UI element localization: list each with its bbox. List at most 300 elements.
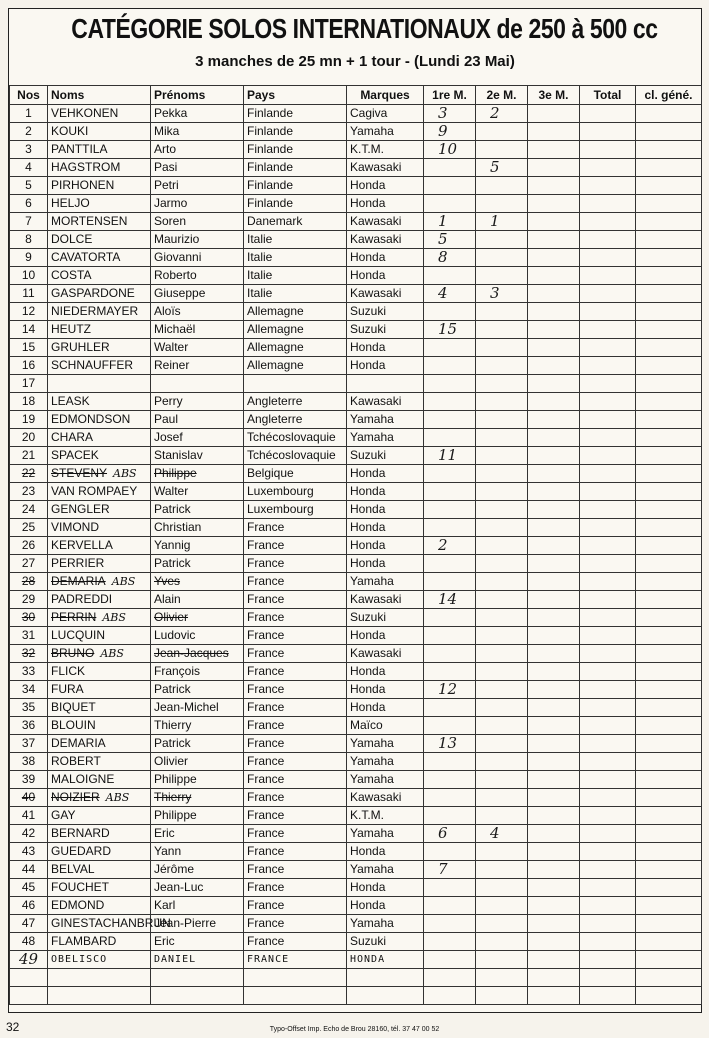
page-subtitle: 3 manches de 25 mn + 1 tour - (Lundi 23 Mai) [195, 53, 515, 70]
row-pays: France [244, 627, 347, 645]
row-prenom: DANIEL [151, 951, 244, 969]
table-row [10, 231, 702, 249]
col-header-manche3: 3e M. [528, 86, 580, 105]
row-total [580, 645, 636, 663]
row-nom: NIEDERMAYER [48, 303, 151, 321]
row-marque: Cagiva [347, 105, 424, 123]
table-body [10, 105, 702, 1005]
row-manche2 [476, 771, 528, 789]
row-marque: Yamaha [347, 123, 424, 141]
row-classement [636, 753, 702, 771]
row-marque: Kawasaki [347, 213, 424, 231]
row-marque: Honda [347, 897, 424, 915]
row-manche3 [528, 429, 580, 447]
row-manche3 [528, 789, 580, 807]
table-row [10, 537, 702, 555]
row-total [580, 771, 636, 789]
col-header-total: Total [580, 86, 636, 105]
table-row [10, 645, 702, 663]
row-marque: Honda [347, 339, 424, 357]
row-number: 8 [10, 231, 48, 249]
row-prenom: Yannig [151, 537, 244, 555]
row-prenom: Eric [151, 825, 244, 843]
row-prenom: Patrick [151, 555, 244, 573]
row-prenom: Walter [151, 483, 244, 501]
row-manche2 [476, 321, 528, 339]
row-manche1 [424, 717, 476, 735]
row-manche3 [528, 933, 580, 951]
table-row [10, 807, 702, 825]
row-prenom [151, 969, 244, 987]
row-pays: Luxembourg [244, 483, 347, 501]
row-pays: Tchécoslovaquie [244, 429, 347, 447]
table-row [10, 591, 702, 609]
row-total [580, 591, 636, 609]
table-row [10, 465, 702, 483]
row-number: 36 [10, 717, 48, 735]
table-row [10, 393, 702, 411]
row-manche3 [528, 591, 580, 609]
row-marque: Honda [347, 465, 424, 483]
absent-mark: ABS [105, 791, 130, 804]
row-manche3 [528, 825, 580, 843]
row-manche2 [476, 447, 528, 465]
row-classement [636, 807, 702, 825]
row-number: 16 [10, 357, 48, 375]
table-row [10, 825, 702, 843]
row-manche3 [528, 699, 580, 717]
row-classement [636, 861, 702, 879]
row-total [580, 249, 636, 267]
row-marque: Honda [347, 879, 424, 897]
row-pays: Italie [244, 231, 347, 249]
row-marque: Kawasaki [347, 591, 424, 609]
row-prenom: Patrick [151, 501, 244, 519]
row-marque: K.T.M. [347, 141, 424, 159]
row-manche1: 13 [424, 735, 476, 753]
row-classement [636, 231, 702, 249]
row-total [580, 879, 636, 897]
row-manche1 [424, 339, 476, 357]
row-pays: Tchécoslovaquie [244, 447, 347, 465]
row-pays: Allemagne [244, 357, 347, 375]
row-pays: Italie [244, 249, 347, 267]
row-manche3 [528, 753, 580, 771]
row-manche3 [528, 465, 580, 483]
row-pays: Danemark [244, 213, 347, 231]
row-classement [636, 573, 702, 591]
row-total [580, 267, 636, 285]
row-number: 32 [10, 645, 48, 663]
row-manche2 [476, 735, 528, 753]
row-manche1: 12 [424, 681, 476, 699]
row-marque: Maïco [347, 717, 424, 735]
row-manche1 [424, 429, 476, 447]
row-manche3 [528, 555, 580, 573]
row-total [580, 141, 636, 159]
row-manche3 [528, 447, 580, 465]
table-row [10, 105, 702, 123]
row-number [10, 987, 48, 1005]
row-pays: France [244, 519, 347, 537]
row-manche3 [528, 537, 580, 555]
row-number: 26 [10, 537, 48, 555]
row-total [580, 501, 636, 519]
row-prenom: Eric [151, 933, 244, 951]
row-prenom: Jarmo [151, 195, 244, 213]
row-prenom: Ludovic [151, 627, 244, 645]
row-prenom: Philippe [151, 771, 244, 789]
row-manche3 [528, 285, 580, 303]
row-total [580, 825, 636, 843]
row-pays: FRANCE [244, 951, 347, 969]
row-marque: Suzuki [347, 303, 424, 321]
row-prenom: Reiner [151, 357, 244, 375]
row-manche1: 1 [424, 213, 476, 231]
row-total [580, 843, 636, 861]
row-marque: Kawasaki [347, 231, 424, 249]
row-manche1 [424, 915, 476, 933]
row-nom: VIMOND [48, 519, 151, 537]
row-total [580, 537, 636, 555]
col-header-nom: Noms [48, 86, 151, 105]
row-manche3 [528, 483, 580, 501]
row-nom: KERVELLA [48, 537, 151, 555]
row-nom: PANTTILA [48, 141, 151, 159]
row-manche3 [528, 717, 580, 735]
row-marque: Honda [347, 681, 424, 699]
table-header-row [10, 86, 702, 105]
row-manche2 [476, 807, 528, 825]
struck-name: STEVENY [51, 466, 108, 480]
row-manche2 [476, 969, 528, 987]
row-prenom: Olivier [151, 609, 244, 627]
row-number: 14 [10, 321, 48, 339]
row-classement [636, 429, 702, 447]
table-row [10, 429, 702, 447]
row-marque: Yamaha [347, 573, 424, 591]
row-pays: France [244, 735, 347, 753]
row-nom: BIQUET [48, 699, 151, 717]
col-header-classement: cl. géné. [636, 86, 702, 105]
row-classement [636, 897, 702, 915]
row-manche3 [528, 177, 580, 195]
absent-mark: ABS [102, 611, 126, 624]
row-marque: HONDA [347, 951, 424, 969]
row-manche2 [476, 645, 528, 663]
table-row [10, 177, 702, 195]
row-total [580, 159, 636, 177]
row-prenom: Maurizio [151, 231, 244, 249]
row-pays: Italie [244, 285, 347, 303]
row-manche1 [424, 699, 476, 717]
row-manche3 [528, 627, 580, 645]
row-classement [636, 123, 702, 141]
table-row [10, 861, 702, 879]
row-number: 41 [10, 807, 48, 825]
row-marque: Suzuki [347, 321, 424, 339]
col-header-prenom: Prénoms [151, 86, 244, 105]
row-nom [48, 465, 151, 483]
row-nom: GUEDARD [48, 843, 151, 861]
row-manche1 [424, 951, 476, 969]
row-total [580, 393, 636, 411]
row-nom [48, 969, 151, 987]
row-pays: France [244, 897, 347, 915]
row-number: 18 [10, 393, 48, 411]
row-manche2 [476, 141, 528, 159]
row-marque: Yamaha [347, 735, 424, 753]
row-manche1: 5 [424, 231, 476, 249]
row-manche3 [528, 987, 580, 1005]
row-total [580, 807, 636, 825]
row-prenom: Karl [151, 897, 244, 915]
row-number: 6 [10, 195, 48, 213]
row-nom [48, 645, 151, 663]
struck-name: PERRIN [51, 610, 97, 624]
absent-mark: ABS [113, 467, 137, 480]
row-number: 5 [10, 177, 48, 195]
row-manche2 [476, 681, 528, 699]
row-pays: Allemagne [244, 321, 347, 339]
row-marque [347, 987, 424, 1005]
row-marque: Kawasaki [347, 285, 424, 303]
row-manche3 [528, 141, 580, 159]
row-total [580, 627, 636, 645]
row-prenom: Philippe [151, 807, 244, 825]
table-row [10, 609, 702, 627]
row-nom: ROBERT [48, 753, 151, 771]
row-manche2 [476, 537, 528, 555]
row-prenom: Patrick [151, 735, 244, 753]
row-nom [48, 987, 151, 1005]
row-classement [636, 933, 702, 951]
page-title: CATÉGORIE SOLOS INTERNATIONAUX de 250 à 500 cc [71, 13, 658, 44]
row-manche1: 10 [424, 141, 476, 159]
row-classement [636, 735, 702, 753]
row-total [580, 105, 636, 123]
row-nom: DEMARIA [48, 735, 151, 753]
row-nom: MALOIGNE [48, 771, 151, 789]
row-classement [636, 285, 702, 303]
row-manche1 [424, 573, 476, 591]
row-marque: Honda [347, 519, 424, 537]
results-sheet [8, 8, 702, 1013]
row-total [580, 375, 636, 393]
row-pays: France [244, 771, 347, 789]
table-row [10, 969, 702, 987]
row-pays: France [244, 573, 347, 591]
table-row [10, 141, 702, 159]
row-number: 22 [10, 465, 48, 483]
row-manche1 [424, 375, 476, 393]
row-classement [636, 483, 702, 501]
row-number: 46 [10, 897, 48, 915]
row-total [580, 699, 636, 717]
row-number: 3 [10, 141, 48, 159]
row-classement [636, 663, 702, 681]
row-pays: Finlande [244, 195, 347, 213]
row-nom: VEHKONEN [48, 105, 151, 123]
table-row [10, 411, 702, 429]
row-manche2 [476, 987, 528, 1005]
row-manche1 [424, 897, 476, 915]
row-marque: Yamaha [347, 771, 424, 789]
row-prenom: Josef [151, 429, 244, 447]
row-manche3 [528, 105, 580, 123]
row-nom [48, 573, 151, 591]
row-nom: MORTENSEN [48, 213, 151, 231]
row-nom: BELVAL [48, 861, 151, 879]
row-total [580, 753, 636, 771]
table-row [10, 573, 702, 591]
row-total [580, 429, 636, 447]
row-prenom: Aloïs [151, 303, 244, 321]
row-marque: Honda [347, 627, 424, 645]
row-manche2 [476, 915, 528, 933]
table-row [10, 879, 702, 897]
row-manche1 [424, 753, 476, 771]
row-marque: Honda [347, 249, 424, 267]
row-manche3 [528, 915, 580, 933]
row-classement [636, 177, 702, 195]
row-manche2 [476, 609, 528, 627]
row-classement [636, 195, 702, 213]
row-manche2 [476, 753, 528, 771]
row-pays: Angleterre [244, 393, 347, 411]
row-manche2 [476, 573, 528, 591]
col-header-marque: Marques [347, 86, 424, 105]
table-row [10, 447, 702, 465]
table-row [10, 699, 702, 717]
row-marque: Honda [347, 555, 424, 573]
row-nom: LEASK [48, 393, 151, 411]
table-row [10, 357, 702, 375]
table-row [10, 915, 702, 933]
row-pays: Luxembourg [244, 501, 347, 519]
row-number: 25 [10, 519, 48, 537]
row-prenom: Arto [151, 141, 244, 159]
row-nom [48, 789, 151, 807]
row-nom: HEUTZ [48, 321, 151, 339]
row-pays: Finlande [244, 123, 347, 141]
table-row [10, 375, 702, 393]
row-nom: GINESTACHANBRUN [48, 915, 151, 933]
row-number: 35 [10, 699, 48, 717]
row-manche2 [476, 879, 528, 897]
row-pays: France [244, 825, 347, 843]
row-total [580, 519, 636, 537]
row-marque: Yamaha [347, 753, 424, 771]
row-nom: BERNARD [48, 825, 151, 843]
row-nom: DOLCE [48, 231, 151, 249]
row-manche2 [476, 177, 528, 195]
struck-name: BRUNO [51, 646, 95, 660]
row-manche3 [528, 861, 580, 879]
row-marque: Honda [347, 483, 424, 501]
row-classement [636, 609, 702, 627]
row-nom: CAVATORTA [48, 249, 151, 267]
table-row [10, 951, 702, 969]
row-prenom: Alain [151, 591, 244, 609]
row-number: 34 [10, 681, 48, 699]
row-classement [636, 645, 702, 663]
row-manche1 [424, 807, 476, 825]
row-marque: Kawasaki [347, 789, 424, 807]
table-row [10, 267, 702, 285]
row-number: 45 [10, 879, 48, 897]
struck-name: NOIZIER [51, 790, 100, 804]
row-prenom: Roberto [151, 267, 244, 285]
row-manche3 [528, 267, 580, 285]
row-manche1 [424, 555, 476, 573]
row-manche2: 3 [476, 285, 528, 303]
row-marque: Honda [347, 177, 424, 195]
row-manche1: 9 [424, 123, 476, 141]
row-classement [636, 519, 702, 537]
row-total [580, 321, 636, 339]
row-manche1 [424, 303, 476, 321]
row-prenom: Thierry [151, 789, 244, 807]
absent-mark: ABS [111, 575, 136, 588]
row-classement [636, 717, 702, 735]
row-manche2 [476, 951, 528, 969]
row-manche1: 14 [424, 591, 476, 609]
row-prenom: François [151, 663, 244, 681]
row-marque [347, 969, 424, 987]
row-total [580, 987, 636, 1005]
row-nom: GASPARDONE [48, 285, 151, 303]
row-classement [636, 915, 702, 933]
row-pays: Finlande [244, 159, 347, 177]
table-row [10, 771, 702, 789]
row-pays: France [244, 555, 347, 573]
results-table [9, 85, 702, 1005]
table-row [10, 213, 702, 231]
row-manche2 [476, 357, 528, 375]
row-manche3 [528, 411, 580, 429]
row-number: 27 [10, 555, 48, 573]
row-pays: Finlande [244, 105, 347, 123]
row-classement [636, 789, 702, 807]
table-row [10, 987, 702, 1005]
row-nom [48, 609, 151, 627]
row-manche1: 15 [424, 321, 476, 339]
row-number: 17 [10, 375, 48, 393]
row-marque: Suzuki [347, 447, 424, 465]
row-number: 38 [10, 753, 48, 771]
row-prenom: Michaël [151, 321, 244, 339]
row-marque: Suzuki [347, 609, 424, 627]
row-manche1 [424, 177, 476, 195]
row-classement [636, 303, 702, 321]
row-nom: FLAMBARD [48, 933, 151, 951]
row-manche1: 2 [424, 537, 476, 555]
row-prenom: Walter [151, 339, 244, 357]
row-manche1 [424, 879, 476, 897]
row-manche3 [528, 213, 580, 231]
row-pays: France [244, 915, 347, 933]
row-nom: HAGSTROM [48, 159, 151, 177]
row-manche3 [528, 897, 580, 915]
row-classement [636, 501, 702, 519]
row-total [580, 213, 636, 231]
row-nom: CHARA [48, 429, 151, 447]
row-manche2 [476, 861, 528, 879]
page-number: 32 [6, 1020, 20, 1034]
table-row [10, 663, 702, 681]
row-pays: France [244, 843, 347, 861]
